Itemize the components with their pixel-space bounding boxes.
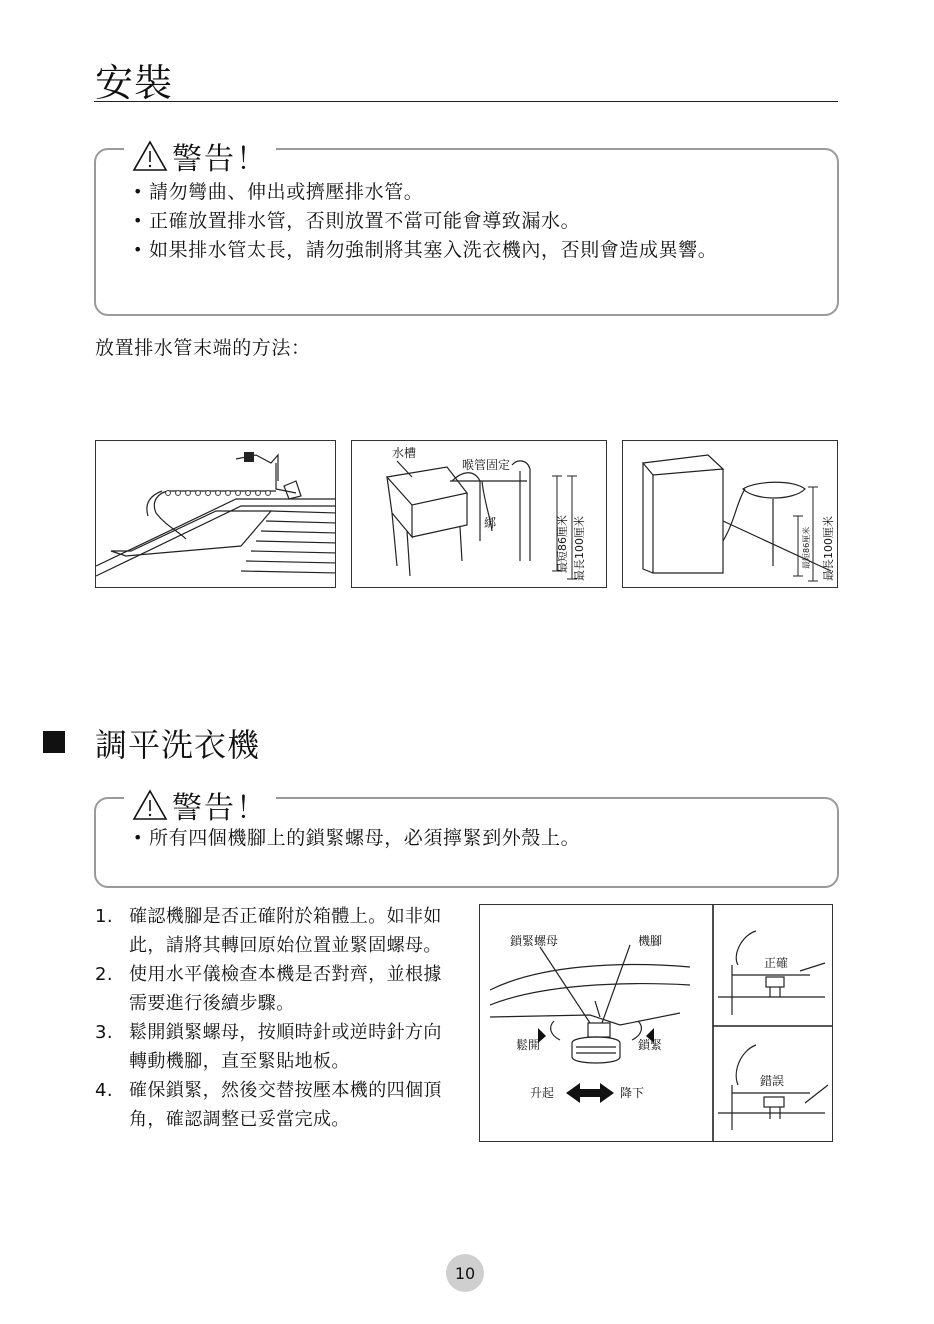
page-number: 10: [446, 1254, 484, 1292]
raise-label: 升起: [530, 1086, 555, 1100]
drain-method-label: 放置排水管末端的方法：: [95, 337, 311, 359]
warning-item: • 如果排水管太長，請勿強制將其塞入洗衣機內，否則會造成異響。: [149, 235, 717, 262]
section-title-install: 安裝: [95, 61, 174, 105]
warning-triangle-icon: [132, 140, 168, 172]
title-rule: [94, 101, 838, 102]
machine-illustration: [623, 441, 838, 588]
step-item: 1. 確認機腳是否正確附於箱體上。如非如 此，請將其轉回原始位置並緊固螺母。: [95, 906, 442, 956]
warning-heading-text: 警告！: [172, 142, 268, 177]
tub-illustration: [352, 441, 607, 588]
step-item: 4. 確保鎖緊，然後交替按壓本機的四個頂 角，確認調整已妥當完成。: [95, 1080, 442, 1130]
warning-item: • 所有四個機腳上的鎖緊螺母，必須擰緊到外殼上。: [149, 823, 580, 850]
step-item: 3. 鬆開鎖緊螺母，按順時針或逆時針方向 轉動機腳，直至緊貼地板。: [95, 1022, 442, 1072]
min-length-label: 最短86厘米: [556, 515, 569, 573]
locknut-label: 鎖緊螺母: [510, 934, 559, 948]
hose-fix-label: 喉管固定: [462, 458, 511, 472]
loosen-label: 鬆開: [516, 1038, 541, 1052]
tighten-label: 鎖緊: [638, 1038, 663, 1052]
correct-label: 正確: [764, 956, 789, 970]
leveling-steps: [95, 902, 470, 1134]
warning-heading: [124, 134, 276, 178]
leveling-illustration: [480, 905, 833, 1142]
sink-label: 水槽: [392, 446, 417, 460]
figure-tub-hose: [351, 440, 607, 588]
warning-heading: [124, 783, 276, 827]
max-length-label: 最長100厘米: [573, 516, 586, 581]
figure-leveling-foot: [479, 904, 833, 1142]
tie-label: 綁: [484, 516, 497, 530]
step-item: 2. 使用水平儀檢查本機是否對齊，並根據 需要進行後續步驟。: [95, 964, 442, 1014]
section-square-bullet: [43, 731, 65, 753]
wrong-label: 錯誤: [760, 1074, 785, 1088]
max-length-label: 最長100厘米: [822, 516, 835, 581]
sink-illustration: [96, 441, 336, 588]
figure-machine-hose: [622, 440, 838, 588]
warning-item: • 正確放置排水管，否則放置不當可能會導致漏水。: [149, 206, 580, 233]
min-length-label: 最短86厘米: [802, 526, 811, 569]
section-title-leveling: 調平洗衣機: [95, 726, 261, 764]
figure-sink-hook: [95, 440, 336, 588]
lower-label: 降下: [620, 1086, 645, 1100]
warning-item: • 請勿彎曲、伸出或擠壓排水管。: [149, 177, 423, 204]
foot-label: 機腳: [638, 934, 663, 948]
warning-triangle-icon: [132, 789, 168, 821]
warning-heading-text: 警告！: [172, 791, 268, 826]
